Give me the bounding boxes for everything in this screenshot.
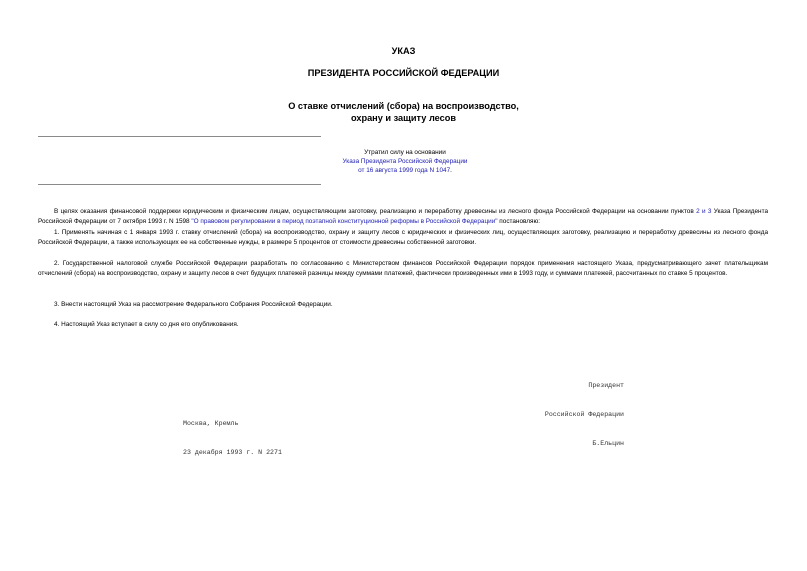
- decree-subject: [0, 100, 807, 124]
- status-note-line3: от 16 августа 1999 года N 1047.: [358, 167, 452, 175]
- status-divider-bottom: [38, 184, 321, 185]
- item-2-paragraph: 2. Государственной налоговой службе Российской Федерации разработать по согласованию с Министерством финансов Российской Федерации порядок применения настоящего Указа, предусматривающего зачет плательщикам отчислений (сбора) на воспроизводство, охрану и защиту лесов в счет будущих платежей разницы между суммами платежей, фактически произведенных ими в 1993 году, и суммами платежей, рассчитанных по ставке 5 процентов.: [38, 260, 768, 278]
- status-note-line1: Утратил силу на основании: [364, 149, 446, 156]
- decree-subject-line1: О ставке отчислений (сбора) на воспроизводство,: [288, 101, 519, 111]
- item-4-paragraph: 4. Настоящий Указ вступает в силу со дня его опубликования.: [54, 321, 239, 328]
- item-3-paragraph: 3. Внести настоящий Указ на рассмотрение Федерального Собрания Российской Федерации.: [54, 301, 333, 308]
- signature-name: Б.Ельцин: [592, 439, 624, 447]
- decree-subject-line2: охрану и защиту лесов: [350, 113, 457, 123]
- status-divider-top: [38, 136, 321, 137]
- item-1-paragraph: 1. Применять начиная с 1 января 1993 г. ставку отчислений (сбора) на воспроизводство, охрану и защиту лесов с юридических и физических лиц, осуществляющих заготовку, реализацию и переработку древесины из лесного фонда Российской Федерации, а также использующих ее на собственные нужды, в размере 5 процентов от стоимости древесины собственной заготовки.: [38, 229, 768, 247]
- preamble-paragraph: В целях оказания финансовой поддержки юридическим и физическим лицам, осуществляющим заготовку, реализацию и переработку древесины из лесного фонда Российской Федерации на основании пунктов 2 и 3 Указа Президента Российской Федерации от 7 октября 1993 г. N 1598 "О правовом регулировании в период поэтапной конституционной реформы в Российской Федерации" постановляю:: [38, 208, 768, 226]
- decree-1598-link[interactable]: "О правовом регулировании в период поэтапной конституционной реформы в Российской Федерации": [191, 218, 498, 226]
- signature-block: [500, 362, 624, 458]
- status-note: [290, 148, 520, 176]
- repeal-decree-date-link[interactable]: от 16 августа 1999 года N 1047: [358, 167, 451, 175]
- place-date-block: [183, 400, 282, 467]
- decree-type-title: УКАЗ: [391, 46, 416, 56]
- place: Москва, Кремль: [183, 420, 239, 428]
- points-link[interactable]: 2 и 3: [696, 208, 712, 215]
- signature-country: Российской Федерации: [544, 410, 624, 418]
- date-number: 23 декабря 1993 г. N 2271: [183, 448, 282, 456]
- signature-position: Президент: [588, 382, 624, 390]
- issuer-title: ПРЕЗИДЕНТА РОССИЙСКОЙ ФЕДЕРАЦИИ: [307, 68, 500, 78]
- repeal-decree-link[interactable]: Указа Президента Российской Федерации: [342, 158, 468, 166]
